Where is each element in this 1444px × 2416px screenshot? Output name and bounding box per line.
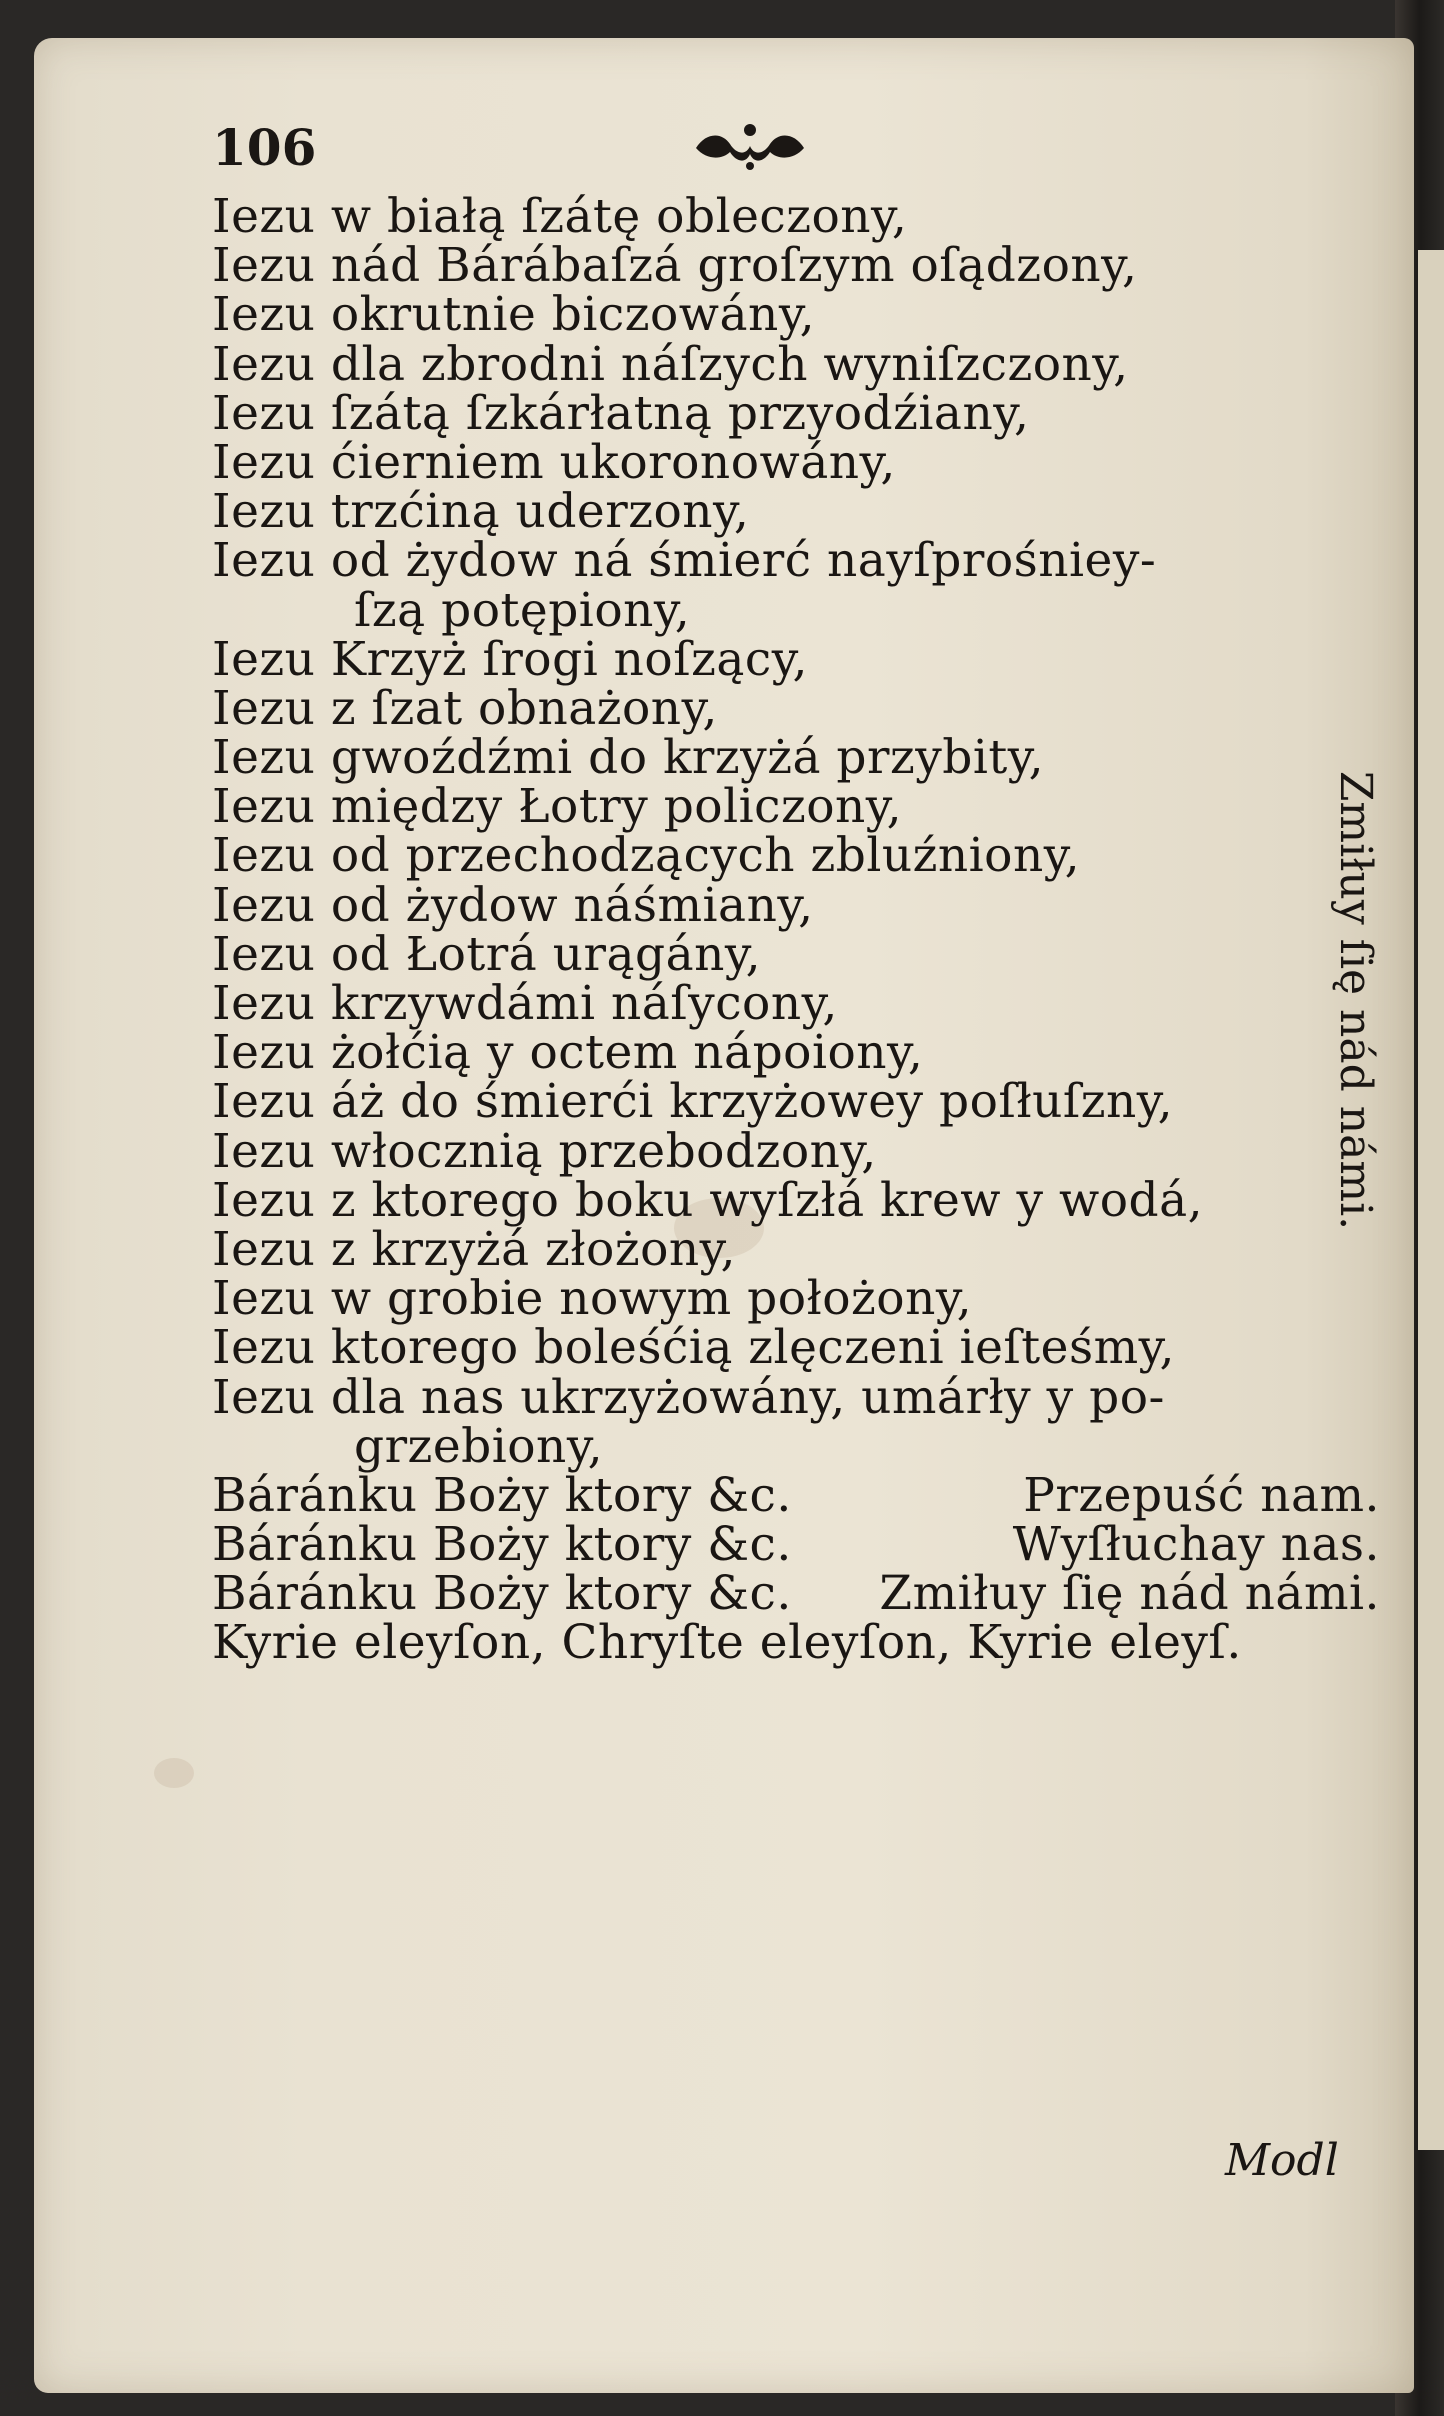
litany-line: Iezu ćierniem ukoronowány, <box>212 434 896 490</box>
agnus-invocation: Báránku Boży ktory &c. <box>212 1566 792 1622</box>
litany-line: Iezu między Łotry policzony, <box>212 779 903 835</box>
margin-note-text: Zmiłuy ſię nád námi. <box>1330 770 1382 1230</box>
litany-line: Iezu z ktorego boku wyſzłá krew y wodá, <box>212 1172 1204 1228</box>
litany-line-continuation: ſzą potępiony, <box>354 582 691 638</box>
litany-line: Iezu áż do śmierći krzyżowey poſłuſzny, <box>212 1074 1174 1130</box>
agnus-invocation: Báránku Boży ktory &c. <box>212 1467 792 1523</box>
litany-line: Iezu dla nas ukrzyżowány, umárły y po- <box>212 1369 1165 1425</box>
running-head <box>212 118 1412 188</box>
agnus-dei-line <box>212 1517 1380 1573</box>
litany-line: Iezu od żydow náśmiany, <box>212 877 814 933</box>
page-number: 106 <box>212 118 317 177</box>
litany-line: Iezu trzćiną uderzony, <box>212 484 750 540</box>
litany-line: Iezu dla zbrodni náſzych wyniſzczony, <box>212 336 1129 392</box>
litany-text <box>212 189 1392 1671</box>
litany-line: Iezu Krzyż ſrogi noſzący, <box>212 631 808 687</box>
catchword: Modl <box>1225 2135 1339 2186</box>
agnus-response: Przepuść nam. <box>1023 1467 1380 1523</box>
litany-line: Iezu z krzyżá złożony, <box>212 1221 736 1277</box>
litany-line: Iezu w grobie nowym położony, <box>212 1271 973 1327</box>
litany-line: Iezu od przechodzących zbluźniony, <box>212 828 1081 884</box>
litany-line: Iezu od Łotrá urągány, <box>212 926 762 982</box>
litany-line: Iezu nád Bárábaſzá groſzym oſądzony, <box>212 238 1138 294</box>
kyrie-line: Kyrie eleyſon, Chryſte eleyſon, Kyrie eleyſ. <box>212 1615 1242 1671</box>
litany-line: Iezu od żydow ná śmierć nayſprośniey- <box>212 533 1157 589</box>
litany-line: Iezu w białą ſzátę obleczony, <box>212 189 908 244</box>
agnus-dei-line <box>212 1467 1380 1523</box>
agnus-response: Zmiłuy ſię nád námi. <box>879 1566 1380 1622</box>
litany-line: Iezu włocznią przebodzony, <box>212 1123 877 1179</box>
litany-line: Iezu żołćią y octem nápoiony, <box>212 1025 924 1081</box>
margin-note <box>1321 720 1391 1280</box>
litany-line: Iezu okrutnie biczowány, <box>212 287 816 343</box>
agnus-invocation: Báránku Boży ktory &c. <box>212 1517 792 1573</box>
next-page-edge <box>1418 250 1444 2150</box>
litany-line: Iezu z ſzat obnażony, <box>212 680 718 736</box>
litany-line: Iezu gwoźdźmi do krzyżá przybity, <box>212 730 1045 786</box>
agnus-dei-line <box>212 1566 1380 1622</box>
litany-line: Iezu ktorego boleśćią zlęczeni ieſteśmy, <box>212 1320 1175 1376</box>
ornament-icon <box>690 118 810 174</box>
litany-line: Iezu krzywdámi náſycony, <box>212 976 838 1031</box>
paper-stain <box>154 1758 194 1788</box>
litany-line-continuation: grzebiony, <box>354 1418 604 1474</box>
agnus-response: Wyſłuchay nas. <box>1012 1517 1380 1573</box>
litany-line: Iezu ſzátą ſzkárłatną przyodźiany, <box>212 385 1030 441</box>
